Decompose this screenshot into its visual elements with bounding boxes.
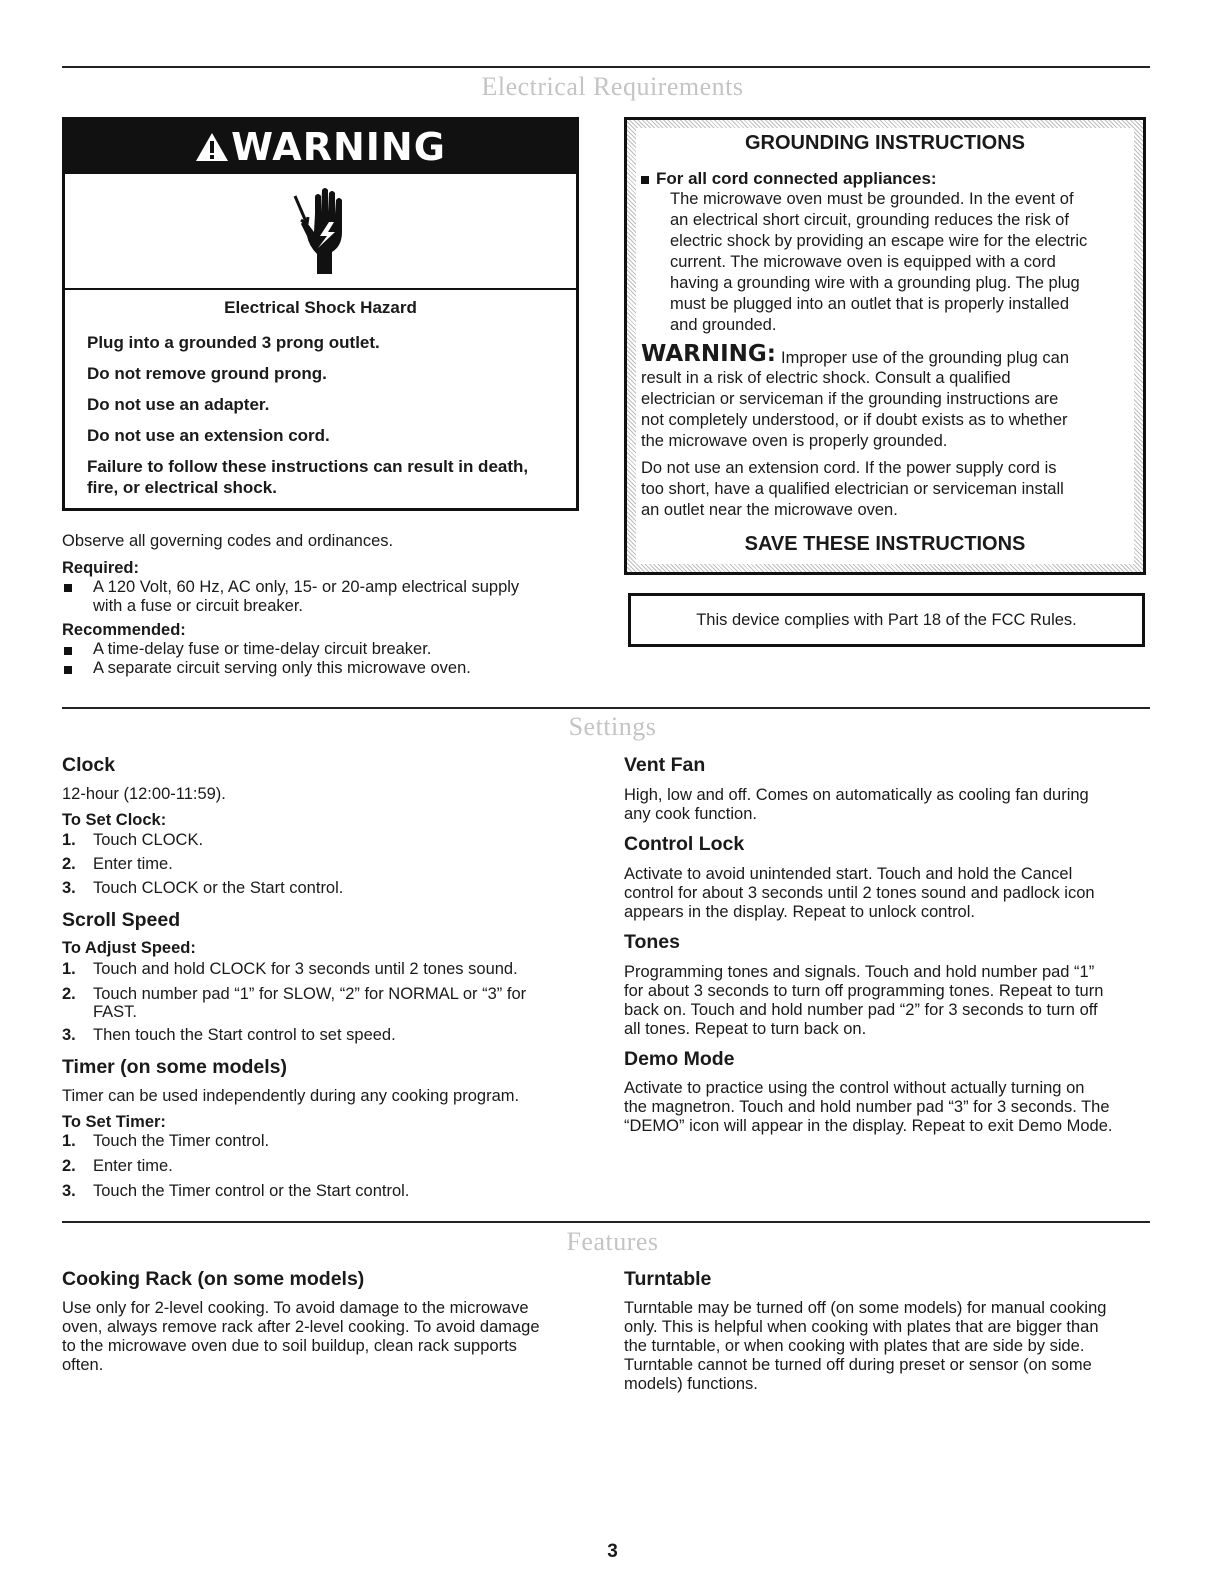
clock-step: Touch CLOCK or the Start control.	[93, 879, 344, 897]
tones-line: for about 3 seconds to turn off programming tones. Repeat to turn	[624, 982, 1104, 1000]
demo-line: the magnetron. Touch and hold number pad “3” for 3 seconds. The	[624, 1098, 1110, 1116]
tones-line: all tones. Repeat to turn back on.	[624, 1020, 867, 1038]
grounding-line: current. The microwave oven is equipped with a cord	[670, 253, 1056, 271]
grounding-line: an electrical short circuit, grounding reduces the risk of	[670, 211, 1069, 229]
warning-line-2: Do not remove ground prong.	[87, 364, 327, 383]
section-title-settings: Settings	[568, 712, 657, 741]
required-item-cont: with a fuse or circuit breaker.	[93, 597, 304, 615]
rack-line: oven, always remove rack after 2-level cooking. To avoid damage	[62, 1318, 540, 1336]
step-number: 2.	[62, 855, 76, 873]
grounding-line: electric shock by providing an escape wire for the electric	[670, 232, 1088, 250]
step-number: 3.	[62, 1026, 76, 1044]
tones-line: back on. Touch and hold number pad “2” for 3 seconds to turn off	[624, 1001, 1098, 1019]
vent-line: any cook function.	[624, 805, 757, 823]
grounding-warning-word: WARNING:	[641, 341, 776, 367]
vent-heading: Vent Fan	[624, 754, 706, 776]
lock-heading: Control Lock	[624, 833, 745, 855]
recommended-item: A separate circuit serving only this microwave oven.	[93, 659, 471, 677]
lock-line: Activate to avoid unintended start. Touch and hold the Cancel	[624, 865, 1073, 883]
scroll-step-cont: FAST.	[93, 1003, 138, 1021]
grounding-box	[624, 117, 1146, 575]
warning-line-6: fire, or electrical shock.	[87, 478, 277, 497]
hazard-title: Electrical Shock Hazard	[224, 298, 417, 317]
grounding-title: GROUNDING INSTRUCTIONS	[745, 132, 1025, 154]
fcc-text: This device complies with Part 18 of the FCC Rules.	[696, 611, 1077, 629]
grounding-warning-line: result in a risk of electric shock. Consult a qualified	[641, 369, 1011, 387]
extension-line: an outlet near the microwave oven.	[641, 501, 898, 519]
grounding-line: and grounded.	[670, 316, 777, 334]
warning-line-5: Failure to follow these instructions can result in death,	[87, 457, 529, 476]
warning-header	[65, 120, 576, 174]
lock-line: appears in the display. Repeat to unlock control.	[624, 903, 975, 921]
clock-desc: 12-hour (12:00-11:59).	[62, 785, 226, 803]
required-item: A 120 Volt, 60 Hz, AC only, 15- or 20-amp electrical supply	[93, 578, 520, 596]
extension-line: Do not use an extension cord. If the power supply cord is	[641, 459, 1057, 477]
turntable-heading: Turntable	[624, 1268, 712, 1290]
step-number: 2.	[62, 1157, 76, 1175]
demo-heading: Demo Mode	[624, 1048, 735, 1070]
clock-step: Touch CLOCK.	[93, 831, 204, 849]
turntable-line: only. This is helpful when cooking with plates that are bigger than	[624, 1318, 1099, 1336]
demo-line: Activate to practice using the control without actually turning on	[624, 1079, 1085, 1097]
timer-sub: To Set Timer:	[62, 1113, 166, 1131]
rack-line: often.	[62, 1356, 104, 1374]
settings-rule	[62, 707, 1150, 709]
save-instructions: SAVE THESE INSTRUCTIONS	[744, 533, 1026, 555]
warning-line-3: Do not use an adapter.	[87, 395, 270, 414]
timer-desc: Timer can be used independently during any cooking program.	[62, 1087, 520, 1105]
scroll-step: Then touch the Start control to set speed.	[93, 1026, 396, 1044]
top-rule	[62, 66, 1150, 68]
scroll-heading: Scroll Speed	[62, 909, 181, 931]
page-number: 3	[607, 1541, 618, 1562]
fcc-notice	[628, 593, 1145, 647]
grounding-warning-line: Improper use of the grounding plug can	[781, 349, 1070, 367]
grounding-line: The microwave oven must be grounded. In the event of	[670, 190, 1074, 208]
clock-step: Enter time.	[93, 855, 173, 873]
step-number: 3.	[62, 1182, 76, 1200]
warning-heading: WARNING	[231, 125, 446, 169]
turntable-line: models) functions.	[624, 1375, 758, 1393]
vent-line: High, low and off. Comes on automatically as cooling fan during	[624, 786, 1089, 804]
recommended-label: Recommended:	[62, 621, 186, 639]
scroll-sub: To Adjust Speed:	[62, 939, 196, 957]
features-rule	[62, 1221, 1150, 1223]
rack-line: Use only for 2-level cooking. To avoid damage to the microwave	[62, 1299, 529, 1317]
grounding-inner	[636, 128, 1134, 564]
warning-triangle-icon	[195, 122, 229, 176]
grounding-line: must be plugged into an outlet that is properly installed	[670, 295, 1069, 313]
turntable-line: Turntable cannot be turned off during preset or sensor (on some	[624, 1356, 1092, 1374]
warning-icon-area	[65, 174, 576, 290]
extension-line: too short, have a qualified electrician or serviceman install	[641, 480, 1064, 498]
demo-line: “DEMO” icon will appear in the display. Repeat to exit Demo Mode.	[624, 1117, 1113, 1135]
grounding-line: having a grounding wire with a grounding plug. The plug	[670, 274, 1080, 292]
scroll-step: Touch number pad “1” for SLOW, “2” for NORMAL or “3” for	[93, 985, 527, 1003]
electrical-shock-hand-icon	[287, 184, 357, 280]
grounding-bullet-label: For all cord connected appliances:	[656, 169, 937, 188]
turntable-line: Turntable may be turned off (on some models) for manual cooking	[624, 1299, 1107, 1317]
bullet-square	[64, 647, 72, 655]
bullet-square	[641, 176, 649, 184]
timer-step: Touch the Timer control or the Start control.	[93, 1182, 410, 1200]
timer-heading: Timer (on some models)	[62, 1056, 288, 1078]
step-number: 1.	[62, 1132, 76, 1150]
timer-step: Touch the Timer control.	[93, 1132, 270, 1150]
grounding-warning-line: not completely understood, or if doubt exists as to whether	[641, 411, 1068, 429]
warning-line-4: Do not use an extension cord.	[87, 426, 330, 445]
lock-line: control for about 3 seconds until 2 tones sound and padlock icon	[624, 884, 1095, 902]
section-title-electrical: Electrical Requirements	[481, 72, 744, 101]
clock-sub: To Set Clock:	[62, 811, 167, 829]
clock-heading: Clock	[62, 754, 116, 776]
bullet-square	[64, 666, 72, 674]
step-number: 3.	[62, 879, 76, 897]
turntable-line: the turntable, or when cooking with plates that are side by side.	[624, 1337, 1085, 1355]
rack-heading: Cooking Rack (on some models)	[62, 1268, 365, 1290]
rack-line: to the microwave oven due to soil buildup, clean rack supports	[62, 1337, 517, 1355]
section-title-features: Features	[566, 1227, 659, 1256]
recommended-item: A time-delay fuse or time-delay circuit breaker.	[93, 640, 432, 658]
bullet-square	[64, 584, 72, 592]
warning-line-1: Plug into a grounded 3 prong outlet.	[87, 333, 380, 352]
grounding-warning-line: electrician or serviceman if the grounding instructions are	[641, 390, 1059, 408]
required-label: Required:	[62, 559, 140, 577]
tones-heading: Tones	[624, 931, 680, 953]
step-number: 1.	[62, 960, 76, 978]
timer-step: Enter time.	[93, 1157, 173, 1175]
tones-line: Programming tones and signals. Touch and hold number pad “1”	[624, 963, 1095, 981]
grounding-warning-line: the microwave oven is properly grounded.	[641, 432, 948, 450]
step-number: 2.	[62, 985, 76, 1003]
scroll-step: Touch and hold CLOCK for 3 seconds until 2 tones sound.	[93, 960, 518, 978]
step-number: 1.	[62, 831, 76, 849]
warning-box	[62, 117, 579, 511]
observe-text: Observe all governing codes and ordinances.	[62, 532, 394, 550]
